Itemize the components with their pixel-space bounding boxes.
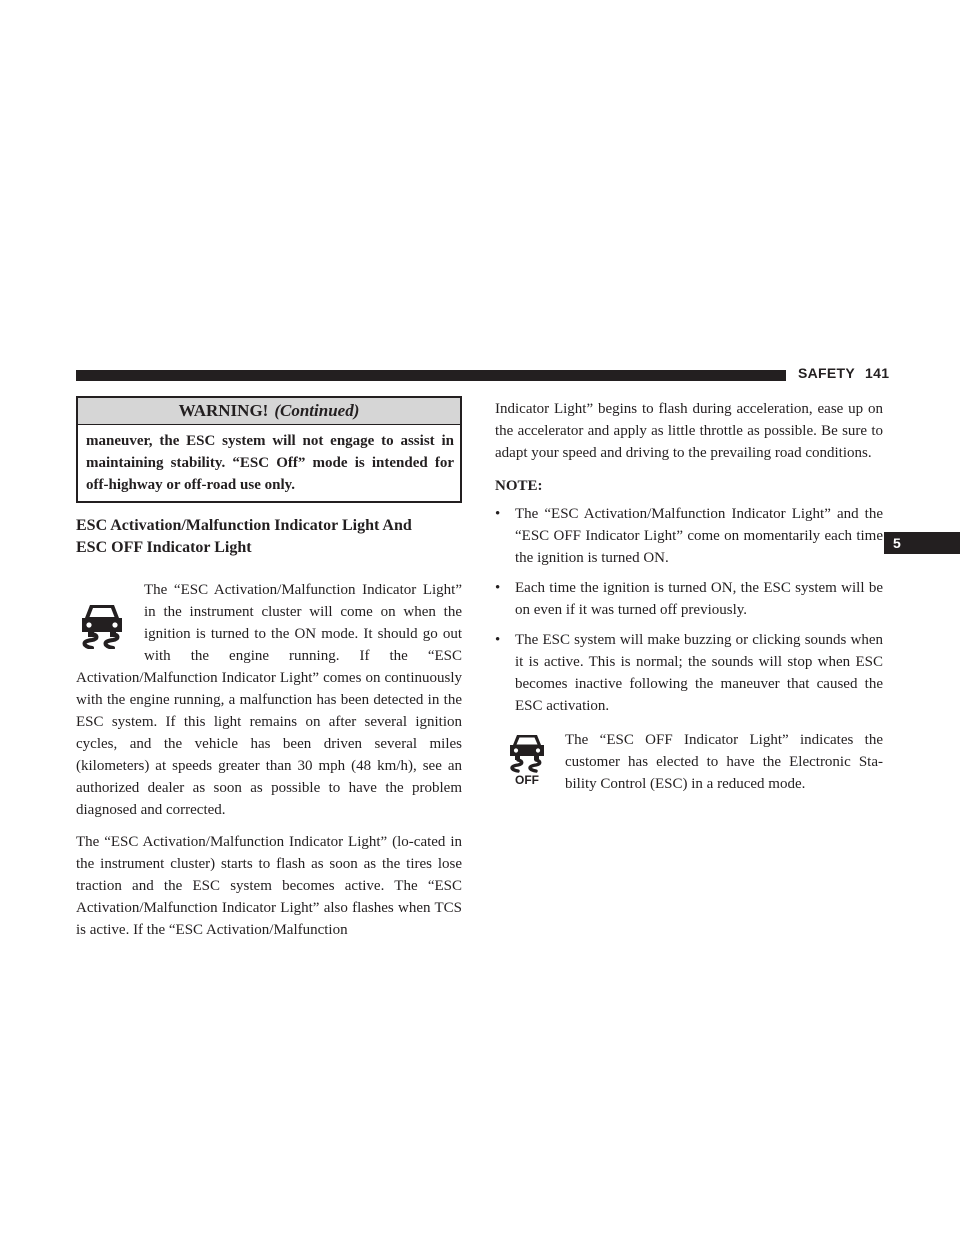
esc-off-icon xyxy=(505,733,549,785)
section-heading-line-1: ESC Activation/Malfunction Indicator Light And xyxy=(76,517,412,534)
paragraph-2: The “ESC Activation/Malfunction Indicator Light” (lo-cated in the instrument cluster) starts to flash as soon as the tires lose traction and the ESC system becomes active. The “ESC Activation/Malfunction Indicator Light” also flashes when TCS is active. If the “ESC Activation/Malfunction xyxy=(76,834,462,938)
warning-header xyxy=(78,398,460,425)
paragraph-3: Indicator Light” begins to flash during acceleration, ease up on the accelerator and apply as little throttle as possible. Be sure to adapt your speed and driving to the prevailing road conditions. xyxy=(495,401,883,461)
left-column xyxy=(76,396,462,941)
chapter-tab: 5 xyxy=(884,532,960,554)
note-label: NOTE: xyxy=(495,478,543,494)
esc-activation-icon xyxy=(76,599,128,649)
page-number: 141 xyxy=(865,365,890,381)
right-column xyxy=(495,398,883,795)
paragraph-1: The “ESC Activation/Malfunction Indicator Light” in the instrument cluster will come on when the ignition is turned to the ON mode. It should go out with the engine running. If the “ESC Activation/Malfunction Indicator Light” comes on continuously with the engine running, a malfunction has been detected in the ESC system. If this light remains on after several ignition cycles, and the vehicle has been driven several miles (kilometers) at speeds greater than 30 mph (48 km/h), see an authorized dealer as soon as possible to have the problem diagnosed and corrected. xyxy=(76,582,462,818)
header-rule xyxy=(76,370,786,381)
note-list xyxy=(495,503,883,717)
list-item: • The “ESC Activation/Malfunction Indicator Light” and the “ESC OFF Indicator Light” come on momentarily each time the ignition is turned ON. xyxy=(495,506,883,566)
warning-box xyxy=(76,396,462,503)
warning-continued: (Continued) xyxy=(274,401,360,420)
esc-off-icon-label: OFF xyxy=(515,773,539,785)
warning-text: maneuver, the ESC system will not engage to assist in maintaining stability. “ESC Off” mode is intended for off-highway or off-road use only. xyxy=(86,433,454,493)
paragraph-block-1 xyxy=(76,579,462,821)
section-heading-line-2: ESC OFF Indicator Light xyxy=(76,539,252,556)
warning-title: WARNING! xyxy=(178,401,269,420)
esc-off-paragraph: The “ESC OFF Indicator Light” indicates the customer has elected to have the Electronic Sta-bility Control (ESC) in a reduced mode. xyxy=(565,732,883,792)
section-heading xyxy=(76,515,462,559)
list-item: • The ESC system will make buzzing or clicking sounds when it is active. This is normal; the sounds will stop when ESC becomes inactive following the maneuver that caused the ESC activation. xyxy=(495,632,883,714)
section-name: SAFETY xyxy=(798,365,856,381)
list-item: • Each time the ignition is turned ON, the ESC system will be on even if it was turned off previously. xyxy=(495,580,883,618)
running-head xyxy=(798,365,889,381)
esc-off-block xyxy=(495,729,883,795)
